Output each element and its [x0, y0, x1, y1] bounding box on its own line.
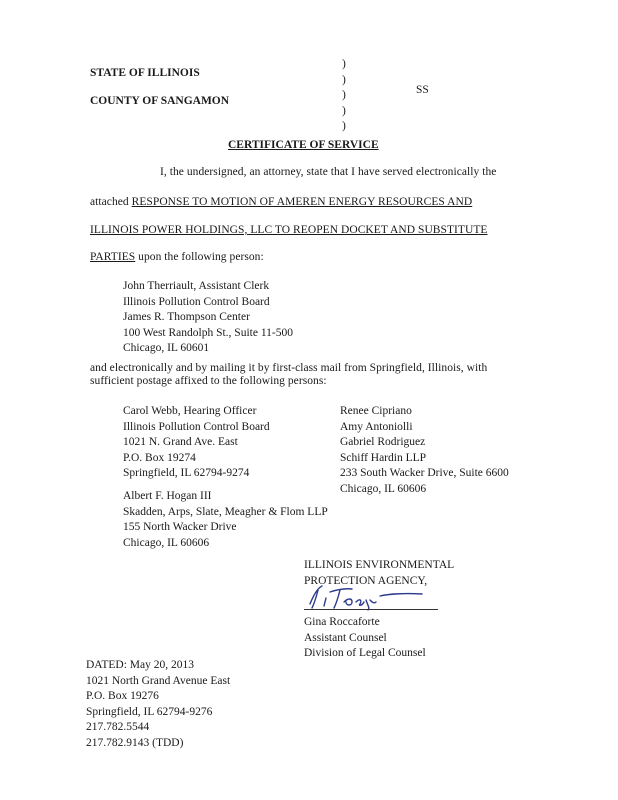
document-title-part-3: PARTIES: [90, 251, 136, 263]
address-line: Chicago, IL 60606: [340, 482, 427, 495]
address-line: 1021 N. Grand Ave. East: [123, 436, 238, 448]
agency-line: PROTECTION AGENCY,: [304, 574, 428, 587]
dated-line: DATED: May 20, 2013: [86, 659, 194, 671]
address-line: Illinois Pollution Control Board: [123, 420, 270, 433]
mailing-line-2: sufficient postage affixed to the following persons:: [90, 375, 327, 387]
footer-contact: [86, 658, 230, 751]
page-title: CERTIFICATE OF SERVICE: [228, 139, 379, 151]
address-line: John Therriault, Assistant Clerk: [123, 280, 270, 292]
address-line: 100 West Randolph St., Suite 11-500: [123, 326, 293, 339]
agency-line: ILLINOIS ENVIRONMENTAL: [304, 559, 455, 571]
intro-prefix: attached: [90, 196, 132, 208]
recipient-schiff-address: [340, 404, 509, 497]
signer-block: [304, 615, 426, 662]
address-line: Illinois Pollution Control Board: [123, 295, 270, 308]
signature-image: [300, 580, 445, 612]
address-line: 233 South Wacker Drive, Suite 6600: [340, 467, 509, 479]
address-line: Amy Antoniolli: [340, 420, 413, 433]
address-line: P.O. Box 19274: [123, 451, 196, 464]
signer-division: Division of Legal Counsel: [304, 647, 426, 659]
first-recipient-address: [123, 279, 293, 357]
address-line: Gabriel Rodriguez: [340, 436, 426, 448]
footer-po-box: P.O. Box 19276: [86, 690, 159, 702]
address-line: Skadden, Arps, Slate, Meagher & Flom LLP: [123, 505, 328, 518]
address-line: 155 North Wacker Drive: [123, 521, 237, 533]
ss-label: SS: [416, 84, 429, 96]
paren: ): [342, 89, 346, 101]
address-line: Springfield, IL 62794-9274: [123, 467, 250, 479]
intro-suffix: upon the following person:: [135, 251, 264, 263]
caption-parens: [342, 57, 346, 135]
recipient-skadden-address: [123, 489, 328, 551]
paren: ): [342, 58, 346, 70]
footer-city: Springfield, IL 62794-9276: [86, 705, 213, 718]
paren: ): [342, 73, 346, 86]
address-line: James R. Thompson Center: [123, 311, 250, 323]
footer-tdd: 217.782.9143 (TDD): [86, 736, 184, 749]
paren: ): [342, 104, 346, 117]
footer-address-line: 1021 North Grand Avenue East: [86, 674, 231, 687]
signer-name: Gina Roccaforte: [304, 616, 380, 628]
signer-title: Assistant Counsel: [304, 631, 387, 644]
state-label: STATE OF ILLINOIS: [90, 67, 200, 79]
paren: ): [342, 120, 346, 132]
address-line: Albert F. Hogan III: [123, 490, 212, 502]
county-label: COUNTY OF SANGAMON: [90, 95, 230, 107]
intro-line-2: [90, 196, 472, 208]
mailing-line-1: and electronically and by mailing it by first-class mail from Springfield, Illinois, with: [90, 362, 488, 374]
address-line: Carol Webb, Hearing Officer: [123, 405, 257, 417]
footer-phone: 217.782.5544: [86, 721, 150, 733]
intro-line-1: I, the undersigned, an attorney, state that I have served electronically the: [160, 166, 497, 178]
address-line: Chicago, IL 60601: [123, 342, 210, 354]
document-title-part-2: ILLINOIS POWER HOLDINGS, LLC TO REOPEN DOCKET AND SUBSTITUTE: [90, 224, 488, 236]
signature-line: [304, 609, 438, 610]
address-line: Schiff Hardin LLP: [340, 451, 427, 464]
address-line: Renee Cipriano: [340, 405, 412, 417]
document-title-part-1: RESPONSE TO MOTION OF AMEREN ENERGY RESOURCES AND: [131, 196, 473, 208]
intro-line-4: [90, 251, 264, 263]
recipient-webb-address: [123, 404, 270, 482]
address-line: Chicago, IL 60606: [123, 536, 210, 549]
